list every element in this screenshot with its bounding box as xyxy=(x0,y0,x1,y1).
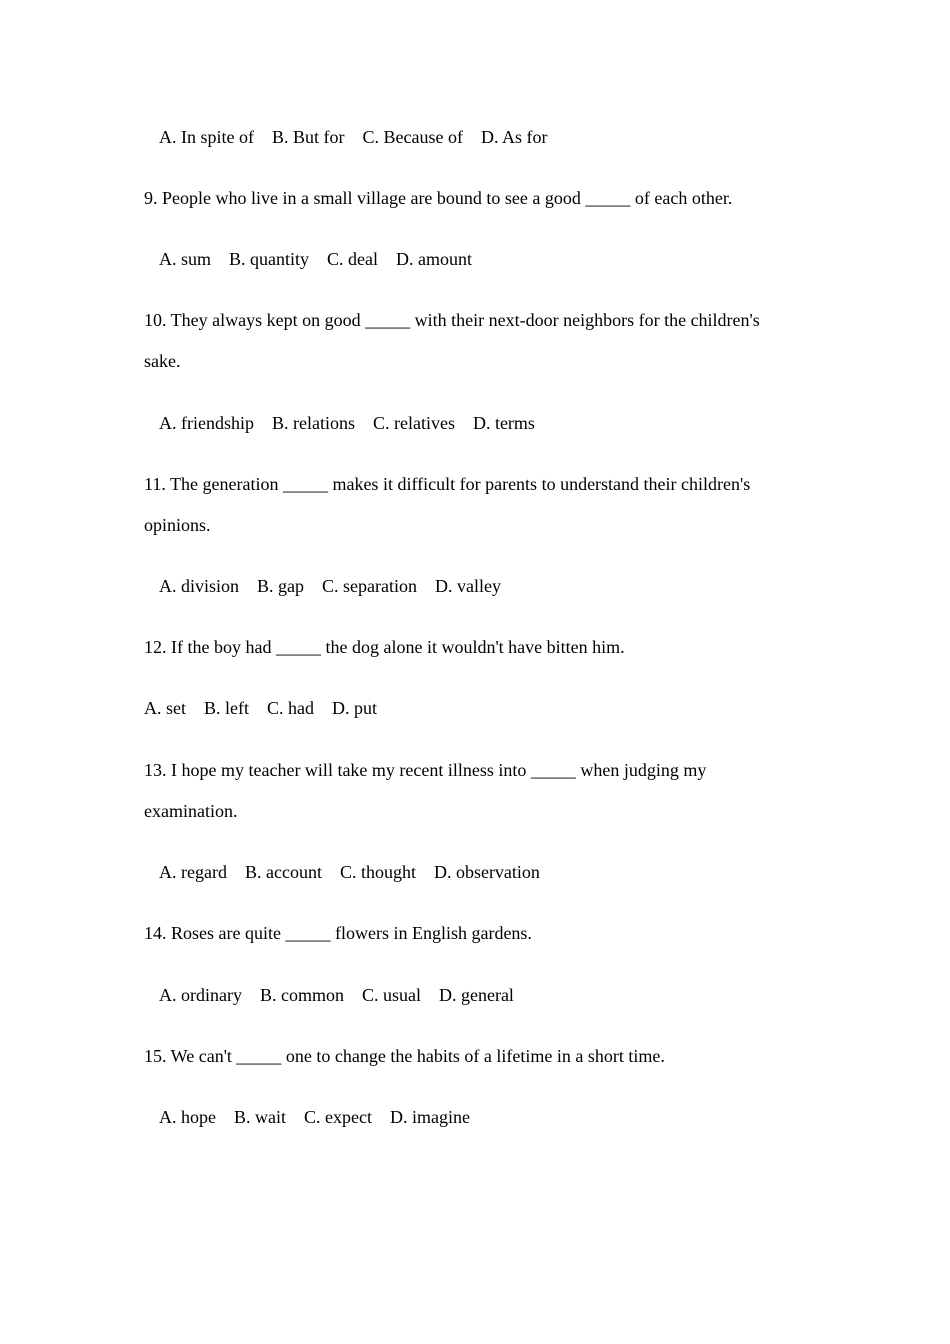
q11-options: A. division B. gap C. separation D. valley xyxy=(159,576,501,596)
q10-options: A. friendship B. relations C. relatives D. terms xyxy=(159,413,535,433)
q12-options: A. set B. left C. had D. put xyxy=(144,698,377,718)
q9-options: A. sum B. quantity C. deal D. amount xyxy=(159,249,472,269)
q10-question-line2: sake. xyxy=(144,351,181,371)
q13-options: A. regard B. account C. thought D. observation xyxy=(159,862,540,882)
q12-question: 12. If the boy had _____ the dog alone it wouldn't have bitten him. xyxy=(144,637,625,657)
q13-question-line2: examination. xyxy=(144,801,238,821)
q9-question: 9. People who live in a small village are bound to see a good _____ of each other. xyxy=(144,188,733,208)
q14-question: 14. Roses are quite _____ flowers in English gardens. xyxy=(144,923,532,943)
q11-question-line2: opinions. xyxy=(144,515,211,535)
q14-options: A. ordinary B. common C. usual D. general xyxy=(159,985,514,1005)
q15-options: A. hope B. wait C. expect D. imagine xyxy=(159,1107,470,1127)
q15-question: 15. We can't _____ one to change the habits of a lifetime in a short time. xyxy=(144,1046,665,1066)
q8-options: A. In spite of B. But for C. Because of D. As for xyxy=(159,127,548,147)
q10-question-line1: 10. They always kept on good _____ with their next-door neighbors for the children's xyxy=(144,310,760,330)
q13-question-line1: 13. I hope my teacher will take my recent illness into _____ when judging my xyxy=(144,760,707,780)
q11-question-line1: 11. The generation _____ makes it difficult for parents to understand their children's xyxy=(144,474,751,494)
